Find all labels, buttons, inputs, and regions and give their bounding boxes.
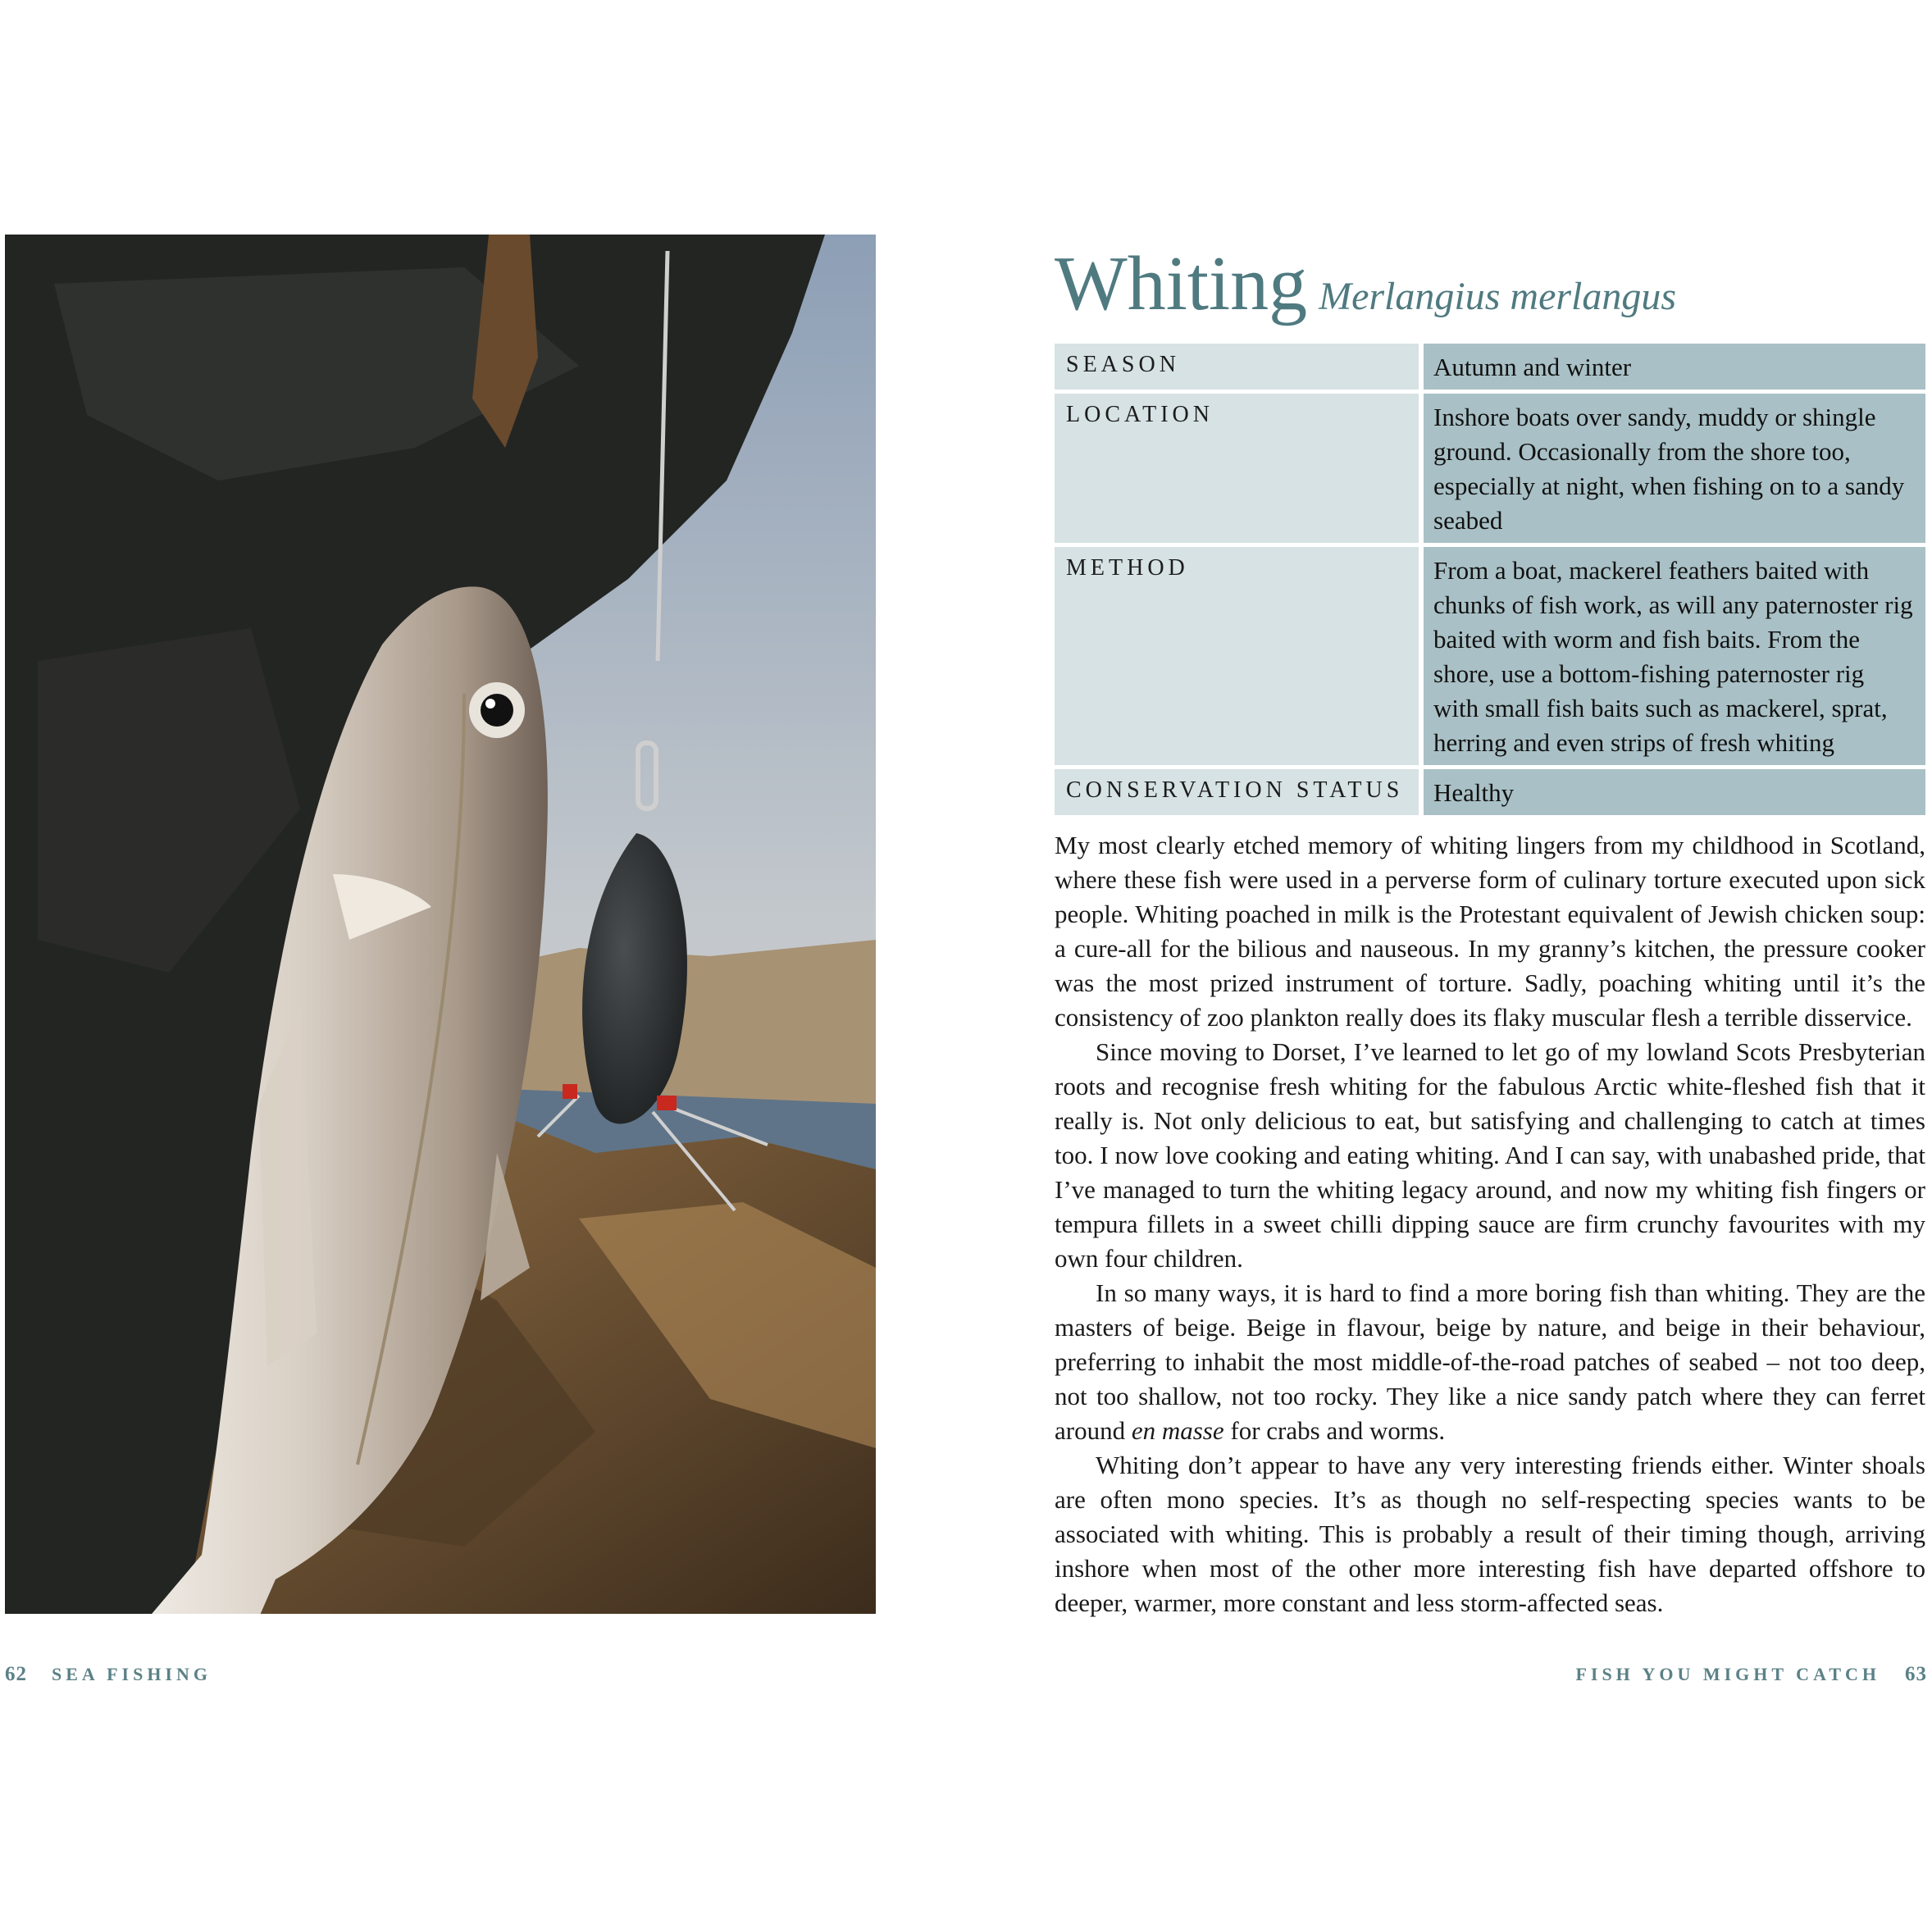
fact-label: METHOD [1055,547,1424,765]
fact-row-location [1055,394,1925,543]
left-page-footer [5,1663,212,1686]
paragraph-3 [1055,1276,1925,1448]
fish-photo-icon [5,235,876,1614]
latin-name: Merlangius merlangus [1319,275,1677,318]
fact-label: LOCATION [1055,394,1424,543]
fact-value: Autumn and winter [1424,344,1925,390]
fact-row-method [1055,547,1925,765]
page-number-right: 63 [1905,1663,1927,1685]
right-page-footer [1575,1663,1927,1686]
species-facts-table [1055,339,1925,819]
fact-label: CONSERVATION STATUS [1055,769,1424,815]
fact-value: Inshore boats over sandy, muddy or shingle ground. Occasionally from the shore too, especially at night, when fishing on to a sandy seabed [1424,394,1925,543]
whiting-photo [5,235,876,1614]
paragraph-4: Whiting don’t appear to have any very interesting friends either. Winter shoals are often mono species. It’s as though no self-respecting species wants to be associated with whiting. This is probably a result of their timing though, arriving inshore when most of the other more interesting fish have departed offshore to deeper, warmer, more constant and less storm-affected seas. [1055,1451,1925,1617]
species-title [1055,235,1924,333]
fact-row-season [1055,344,1925,390]
common-name: Whiting [1055,241,1308,326]
paragraph-2: Since moving to Dorset, I’ve learned to let go of my lowland Scots Presbyterian roots and recognise fresh whiting for the fabulous Arctic white-fleshed fish that it really is. Not only delicious to eat, but satisfying and challenging to catch at times too. I now love cooking and eating whiting. And I can say, with unabashed pride, that I’ve managed to turn the whiting legacy around, and now my whiting fish fingers or tempura fillets in a sweet chilli dipping sauce are firm crunchy favourites with my own four children. [1055,1037,1925,1273]
running-head-left: SEA FISHING [52,1664,212,1684]
paragraph-1: My most clearly etched memory of whiting lingers from my childhood in Scotland, where these fish were used in a perverse form of culinary torture executed upon sick people. Whiting poached in milk is the Protestant equivalent of Jewish chicken soup: a cure-all for the bilious and nauseous. In my granny’s kitchen, the pressure cooker was the most prized instrument of torture. Sadly, poaching whiting until it’s the consistency of zoo plankton really does its flaky muscular flesh a terrible disservice. [1055,831,1925,1032]
fact-value: Healthy [1424,769,1925,815]
fact-label: SEASON [1055,344,1424,390]
page-number-left: 62 [5,1663,27,1685]
article-body [1055,828,1925,1620]
fact-row-conservation [1055,769,1925,815]
paragraph-3-text: In so many ways, it is hard to find a more boring fish than whiting. They are the masters of beige. Beige in flavour, beige by nature, and beige in their behaviour, preferring to inhabit the most middle-of-the-road patches of seabed – not too deep, not too shallow, not too rocky. They like a nice sandy patch where they can ferret around [1055,1278,1925,1445]
fact-value: From a boat, mackerel feathers baited with chunks of fish work, as will any paternoster rig baited with worm and fish baits. From the shore, use a bottom-fishing paternoster rig with small fish baits such as mackerel, sprat, herring and even strips of fresh whiting [1424,547,1925,765]
paragraph-3-italic: en masse [1131,1416,1224,1445]
paragraph-3-text-end: for crabs and worms. [1223,1416,1446,1445]
running-head-right: FISH YOU MIGHT CATCH [1575,1664,1880,1684]
